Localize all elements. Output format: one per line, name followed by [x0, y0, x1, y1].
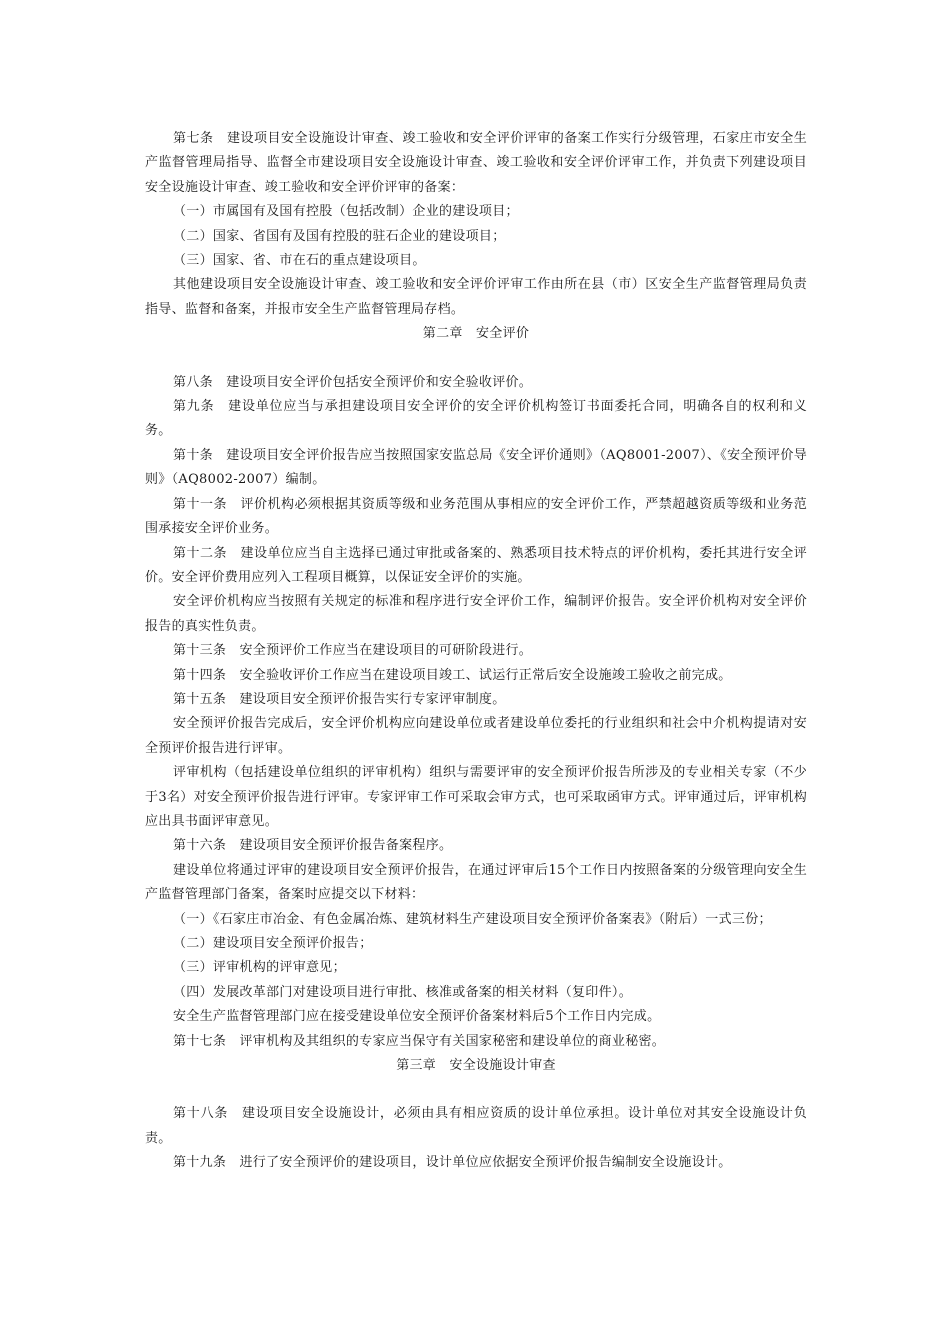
list-item-1: （一）市属国有及国有控股（包括改制）企业的建设项目；	[173, 204, 519, 220]
article-16-item-2: （二）建设项目安全预评价报告；	[173, 936, 373, 951]
article-15-para-3: 评审机构（包括建设单位组织的评审机构）组织与需要评审的安全预评价报告所涉及的专业相关专家（不少于3名）对安全预评价报告进行评审。专家评审工作可采取会审方式，也可采取函审方式。评审通过后，评审机构应出具书面评审意见。	[145, 765, 807, 829]
article-8: 第八条 建设项目安全评价包括安全预评价和安全验收评价。	[173, 374, 533, 390]
chapter-3-title: 第三章 安全设施设计审查	[396, 1058, 556, 1074]
article-18: 第十八条 建设项目安全设施设计，必须由具有相应资质的设计单位承担。设计单位对其安全设施设计负责。	[145, 1106, 807, 1146]
article-10: 第十条 建设项目安全评价报告应当按照国家安监总局《安全评价通则》（AQ8001-2007）、《安全预评价导则》（AQ8002-2007）编制。	[145, 447, 807, 488]
article-9: 第九条 建设单位应当与承担建设项目安全评价的安全评价机构签订书面委托合同，明确各自的权利和义务。	[145, 399, 807, 439]
article-16-item-4: （四）发展改革部门对建设项目进行审批、核准或备案的相关材料（复印件）。	[173, 984, 633, 1000]
article-16-para-3: 安全生产监督管理部门应在接受建设单位安全预评价备案材料后5个工作日内完成。	[173, 1009, 661, 1025]
document-page	[145, 127, 807, 1176]
article-11: 第十一条 评价机构必须根据其资质等级和业务范围从事相应的安全评价工作，严禁超越资质等级和业务范围承接安全评价业务。	[145, 496, 807, 537]
article-15-para-2: 安全预评价报告完成后，安全评价机构应向建设单位或者建设单位委托的行业组织和社会中介机构提请对安全预评价报告进行评审。	[145, 716, 807, 756]
article-16-item-3: （三）评审机构的评审意见；	[173, 960, 346, 976]
article-17: 第十七条 评审机构及其组织的专家应当保守有关国家秘密和建设单位的商业秘密。	[173, 1033, 666, 1049]
list-item-2: （二）国家、省国有及国有控股的驻石企业的建设项目；	[173, 228, 506, 244]
article-14: 第十四条 安全验收评价工作应当在建设项目竣工、试运行正常后安全设施竣工验收之前完成。	[173, 667, 732, 683]
article-13: 第十三条 安全预评价工作应当在建设项目的可研阶段进行。	[173, 643, 533, 659]
article-16: 第十六条 建设项目安全预评价报告备案程序。	[173, 838, 453, 854]
article-15: 第十五条 建设项目安全预评价报告实行专家评审制度。	[173, 691, 506, 707]
article-16-para-2: 建设单位将通过评审的建设项目安全预评价报告，在通过评审后15个工作日内按照备案的分级管理向安全生产监督管理部门备案，备案时应提交以下材料：	[145, 862, 807, 903]
article-7-note: 其他建设项目安全设施设计审查、竣工验收和安全评价评审工作由所在县（市）区安全生产监督管理局负责指导、监督和备案，并报市安全生产监督管理局存档。	[145, 277, 807, 317]
list-item-3: （三）国家、省、市在石的重点建设项目。	[173, 253, 426, 269]
article-16-item-1: （一）《石家庄市冶金、有色金属冶炼、建筑材料生产建设项目安全预评价备案表》（附后）一式三份；	[173, 911, 772, 927]
chapter-2-title: 第二章 安全评价	[422, 326, 530, 342]
article-7: 第七条 建设项目安全设施设计审查、竣工验收和安全评价评审的备案工作实行分级管理，石家庄市安全生产监督管理局指导、监督全市建设项目安全设施设计审查、竣工验收和安全评价评审工作，并负责下列建设项目安全设施设计审查、竣工验收和安全评价评审的备案：	[145, 131, 807, 195]
article-12-para-2: 安全评价机构应当按照有关规定的标准和程序进行安全评价工作，编制评价报告。安全评价机构对安全评价报告的真实性负责。	[145, 594, 807, 634]
article-19: 第十九条 进行了安全预评价的建设项目，设计单位应依据安全预评价报告编制安全设施设计。	[173, 1155, 732, 1171]
article-12: 第十二条 建设单位应当自主选择已通过审批或备案的、熟悉项目技术特点的评价机构，委托其进行安全评价。安全评价费用应列入工程项目概算，以保证安全评价的实施。	[145, 545, 807, 585]
